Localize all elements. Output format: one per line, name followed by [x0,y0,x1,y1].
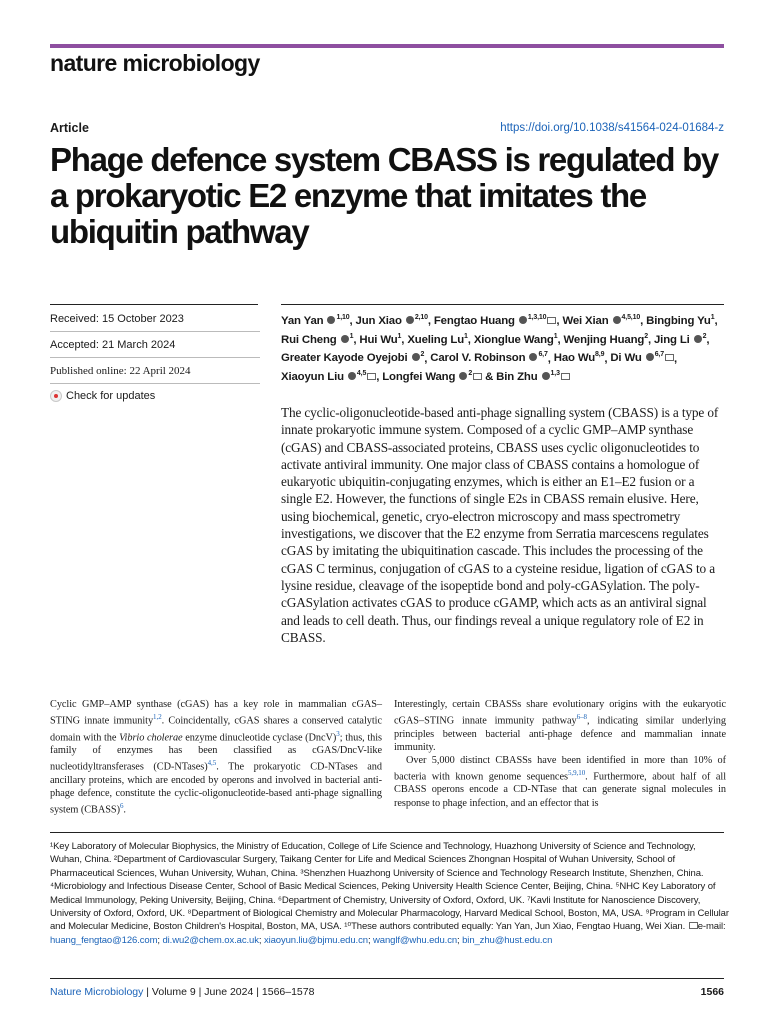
orcid-icon[interactable] [412,353,420,361]
orcid-icon[interactable] [694,335,702,343]
email-list: huang_fengtao@126.com; di.wu2@chem.ox.ac.uk; xiaoyun.liu@bjmu.edu.cn; wanglf@whu.edu.cn; bin_zhu@hust.edu.cn [50,934,553,946]
author-affiliation-ref: 2,10 [414,314,428,321]
email-link[interactable]: xiaoyun.liu@bjmu.edu.cn [263,934,368,946]
author-affiliation-ref: 1,10 [336,314,350,321]
body-text: . [123,804,126,816]
mail-icon [689,922,698,929]
orcid-icon[interactable] [529,353,537,361]
orcid-icon[interactable] [348,372,356,380]
body-text: . Furthermore, about half of all CBASS operons encode a CD-NTase that can generate signal molecules in response to phage infection, and an effector that is [394,771,727,809]
header-accent-bar [50,44,724,48]
body-paragraph [394,754,726,810]
body-column-2 [394,698,726,810]
author-affiliation-ref: 1 [710,314,715,321]
author-name[interactable]: Jing Li $^2$ [654,332,707,346]
mail-icon[interactable] [473,373,482,380]
body-text: enzyme dinucleotide cyclase (DncV) [182,732,337,744]
orcid-icon[interactable] [542,372,550,380]
author-name[interactable]: Wei Xian $^{4,5,10}$ [562,314,641,327]
species-name: Vibrio cholerae [119,732,183,744]
article-dates [50,312,260,402]
author-name[interactable]: Yan Yan $^{1,10}$ [281,314,350,327]
article-title: Phage defence system CBASS is regulated by a prokaryotic E2 enzyme that imitates the ubiquitin pathway [50,141,718,250]
author-name[interactable]: & Bin Zhu $^{1,3}$ [485,371,570,383]
author-affiliation-ref: 2 [644,332,648,340]
received-date: Received: 15 October 2023 [50,312,260,332]
mail-icon[interactable] [665,354,674,361]
body-text: . The prokaryotic CD-NTases and ancillary proteins, which are encoded by operons and involved in bacterial anti-phage defence, constitute the cyclic-oligonucleotide-based anti-phage signalling system (CBASS) [50,761,382,816]
author-affiliation-ref: 2 [468,370,473,378]
author-affiliation-ref: 2 [420,351,425,359]
orcid-icon[interactable] [459,372,467,380]
reference-link[interactable]: 6–8 [576,713,587,722]
email-link[interactable]: bin_zhu@hust.edu.cn [462,934,553,946]
author-affiliation-ref: 1 [397,332,402,340]
reference-link[interactable]: 6 [119,801,124,810]
orcid-icon[interactable] [519,316,527,324]
mail-icon[interactable] [547,317,556,324]
email-link[interactable]: wanglf@whu.edu.cn [373,934,458,946]
body-text: ; thus, this family of enzymes has been classified as cGAS/DncV-like nucleotidyltransferases (CD-NTases) [50,732,382,773]
orcid-icon[interactable] [613,316,621,324]
author-name[interactable]: Greater Kayode Oyejobi $^2$ [281,351,425,365]
author-name[interactable]: Carol V. Robinson $^{6,7}$ [430,351,548,365]
author-name[interactable]: Longfei Wang $^2$ [382,371,482,383]
author-name[interactable]: Hao Wu$^{8,9}$ [553,351,605,365]
body-text: . Coincidentally, cGAS shares a conserved catalytic domain with the [50,715,382,744]
page-number: 1566 [700,986,724,998]
author-name[interactable]: Xueling Lu$^1$ [407,332,468,346]
orcid-icon[interactable] [406,316,414,324]
author-name[interactable]: Fengtao Huang $^{1,3,10}$ [434,315,557,327]
body-text: , indicating similar underlying principles between bacterial anti-phage defence and mammalian innate immunity. [394,715,726,753]
footer-divider [50,978,724,979]
footer-journal[interactable]: Nature Microbiology [50,986,144,998]
author-name[interactable]: Di Wu $^{6,7}$ [610,352,674,364]
mail-icon[interactable] [561,373,570,380]
author-affiliation-ref: 6,7 [538,351,548,359]
author-list: Yan Yan $^{1,10}$, Jun Xiao $^{2,10}$, Fengtao Huang $^{1,3,10}$ , Wei Xian $^{4,5,10}$, Bingbing Yu$^1$, Rui Cheng $^1$, Hui Wu$^1$, Xueling Lu$^1$, Xionglue Wang$^1$, Wenjing Huang$^2$, Jing Li $^2$, Greater Kayode Oyejobi $^2$, Carol V. Robinson $^{6,7}$, Hao Wu$^{8,9}$, Di Wu $^{6,7}$ , Xiaoyun Liu $^{4,5}$ , Longfei Wang $^2$ & Bin Zhu $^{1,3}$ [281,314,718,384]
divider-right [281,304,724,305]
abstract: The cyclic-oligonucleotide-based anti-phage signalling system (CBASS) is a type of innate prokaryotic immune system. Composed of a cyclic GMP–AMP synthase (cGAS) and CBASS-associated proteins, CBASS uses cyclic oligonucleotides to activate antiviral immunity. One major class of CBASS contains a homologue of eukaryotic ubiquitin-conjugating enzymes, which is either an E1–E2 fusion or a single E2. However, the functions of single E2s in CBASS remain elusive. Here, using biochemical, genetic, cryo-electron microscopy and mass spectrometry investigations, we discover that the E2 enzyme from Serratia marcescens regulates cGAS by imitating the ubiquitination cascade. This includes the processing of the cGAS C terminus, conjugation of cGAS to a cysteine residue, ligation of cGAS to a lysine residue, cleavage of the isopeptide bond and poly-cGASylation. The poly-cGASylation activates cGAS to produce cGAMP, which acts as an antiviral signal and leads to cell death. Thus, our findings reveal a unique regulatory role of E2 in CBASS. [281,405,719,645]
author-affiliation-ref: 1 [464,332,468,340]
author-name[interactable]: Xiaoyun Liu $^{4,5}$ [281,371,376,383]
check-for-updates-label: Check for updates [66,390,156,402]
body-column-1 [50,698,382,816]
reference-link[interactable]: 5,9,10 [567,768,586,777]
mail-icon[interactable] [367,373,376,380]
orcid-icon[interactable] [646,353,654,361]
author-name[interactable]: Jun Xiao $^{2,10}$ [355,314,428,327]
body-paragraph [394,698,726,754]
author-affiliation-ref: 4,5 [356,370,367,378]
affiliation-footnotes [50,840,730,947]
reference-link[interactable]: 3 [336,729,340,738]
body-text: Over 5,000 distinct CBASSs have been identified in more than 10% of bacteria with known genome sequences [394,754,726,783]
author-affiliation-ref: 8,9 [595,351,605,359]
journal-name: nature microbiology [50,50,260,76]
author-affiliation-ref: 6,7 [654,351,664,359]
divider-left [50,304,258,305]
email-link[interactable]: di.wu2@chem.ox.ac.uk [162,934,259,946]
email-label: e-mail: [697,921,726,933]
reference-link[interactable]: 4,5 [207,759,217,768]
doi-link[interactable]: https://doi.org/10.1038/s41564-024-01684-z [500,122,724,134]
footer-citation [50,986,314,998]
accepted-date: Accepted: 21 March 2024 [50,338,260,358]
footer-volume: | Volume 9 | June 2024 | 1566–1578 [143,986,315,998]
reference-link[interactable]: 1,2 [153,713,162,722]
article-type-label: Article [50,121,89,135]
affiliations-text: ¹Key Laboratory of Molecular Biophysics, the Ministry of Education, College of Life Science and Technology, Huazhong University of Science and Technology, Wuhan, China. ²Department of Cardiovascular Surgery, Taikang Center for Life and Medical Sciences Zhongnan Hospital of Wuhan University, School of Pharmaceutical Sciences, Wuhan University, Wuhan, China. ³Shenzhen Huazhong University of Science and Technology Research Institute, Shenzhen, China. ⁴Microbiology and Infectious Disease Center, School of Basic Medical Sciences, Peking University Health Science Center, Beijing, China. ⁵NHC Key Laboratory of Medical Immunology, Peking University, Beijing, China. ⁶Department of Chemistry, University of Oxford, Oxford, UK. ⁷Kavli Institute for Nanoscience Discovery, University of Oxford, Oxford, UK. ⁸Department of Biological Chemistry and Molecular Pharmacology, Harvard Medical School, Boston, MA, USA. ⁹Program in Cellular and Molecular Medicine, Boston Children's Hospital, Boston, MA, USA. ¹⁰These authors contributed equally: Yan Yan, Jun Xiao, Fengtao Huang, Wei Xian. [50,841,729,933]
author-name[interactable]: Hui Wu$^1$ [359,332,402,346]
orcid-icon[interactable] [327,316,335,324]
body-text: Interestingly, certain CBASSs share evolutionary origins with the eukaryotic cGAS–STING innate immunity pathway [394,699,726,727]
orcid-icon[interactable] [341,335,349,343]
author-name[interactable]: Rui Cheng $^1$ [281,332,354,346]
author-name[interactable]: Bingbing Yu$^1$ [646,314,715,327]
author-affiliation-ref: 2 [702,332,707,340]
author-affiliation-ref: 1,3 [550,370,560,378]
check-for-updates-button[interactable] [50,390,260,402]
author-affiliation-ref: 1 [349,332,354,340]
author-name[interactable]: Xionglue Wang$^1$ [473,332,558,346]
author-name[interactable]: Wenjing Huang$^2$ [563,332,648,346]
author-affiliation-ref: 4,5,10 [621,314,641,321]
author-affiliation-ref: 1,3,10 [527,314,547,321]
author-affiliation-ref: 1 [553,332,558,340]
email-link[interactable]: huang_fengtao@126.com [50,934,158,946]
footnote-divider [50,832,724,833]
body-text: Cyclic GMP–AMP synthase (cGAS) has a key role in mammalian cGAS–STING innate immunity [50,699,382,727]
published-date: Published online: 22 April 2024 [50,364,260,384]
check-updates-icon [50,390,62,402]
